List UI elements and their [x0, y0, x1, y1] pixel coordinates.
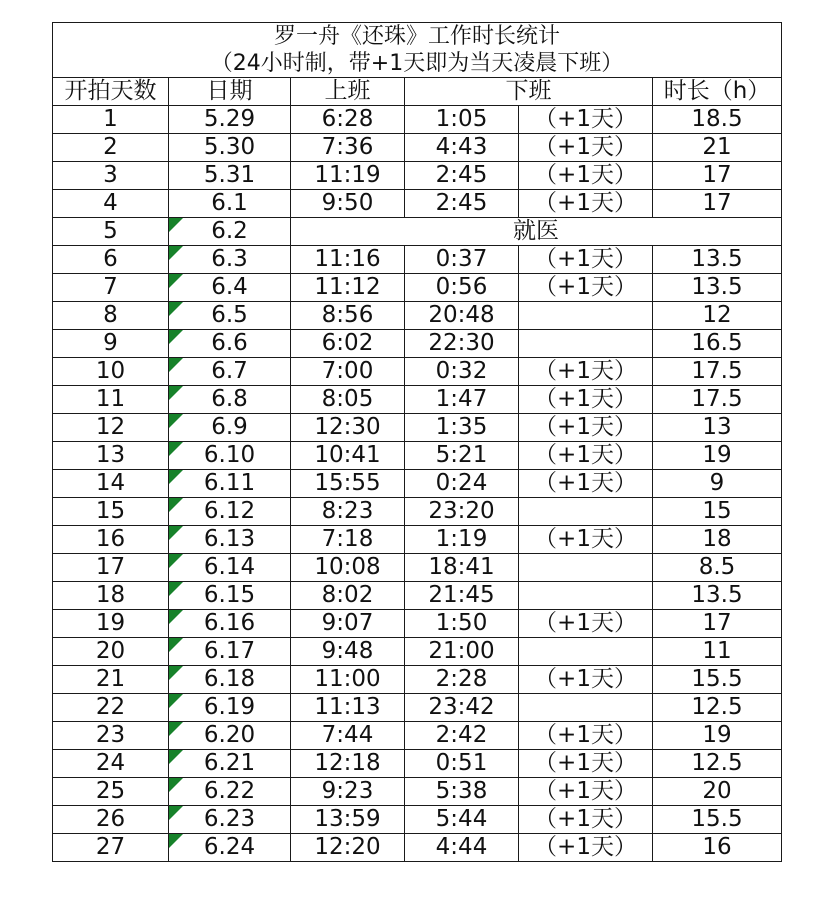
date-cell: 6.1 — [169, 190, 291, 218]
end-cell: 2:42 — [405, 722, 519, 750]
next-day-cell — [519, 638, 653, 666]
start-cell: 7:18 — [291, 526, 405, 554]
end-cell: 5:38 — [405, 778, 519, 806]
hours-cell: 12 — [653, 302, 782, 330]
hours-cell: 17 — [653, 162, 782, 190]
end-cell: 4:43 — [405, 134, 519, 162]
day-cell: 4 — [53, 190, 169, 218]
table-row — [53, 386, 782, 414]
header-date: 日期 — [169, 78, 291, 106]
date-cell: 6.10 — [169, 442, 291, 470]
date-cell: 5.31 — [169, 162, 291, 190]
start-cell: 11:19 — [291, 162, 405, 190]
start-cell: 12:20 — [291, 834, 405, 862]
date-cell: 6.18 — [169, 666, 291, 694]
date-cell: 6.22 — [169, 778, 291, 806]
date-cell: 6.11 — [169, 470, 291, 498]
date-cell: 6.21 — [169, 750, 291, 778]
day-cell: 22 — [53, 694, 169, 722]
day-cell: 17 — [53, 554, 169, 582]
day-cell: 10 — [53, 358, 169, 386]
table-subtitle: （24小时制，带+1天即为当天凌晨下班） — [210, 51, 624, 76]
start-cell: 10:08 — [291, 554, 405, 582]
date-cell: 6.17 — [169, 638, 291, 666]
day-cell: 21 — [53, 666, 169, 694]
day-cell: 16 — [53, 526, 169, 554]
comment-flag-icon — [169, 358, 183, 372]
date-cell: 6.8 — [169, 386, 291, 414]
end-cell: 5:21 — [405, 442, 519, 470]
end-cell: 2:45 — [405, 190, 519, 218]
next-day-cell: （+1天） — [519, 470, 653, 498]
date-cell: 6.5 — [169, 302, 291, 330]
comment-flag-icon — [169, 694, 183, 708]
table-row — [53, 554, 782, 582]
start-cell: 9:48 — [291, 638, 405, 666]
day-cell: 11 — [53, 386, 169, 414]
comment-flag-icon — [169, 442, 183, 456]
day-cell: 6 — [53, 246, 169, 274]
day-cell: 12 — [53, 414, 169, 442]
hours-cell: 18 — [653, 526, 782, 554]
next-day-cell: （+1天） — [519, 526, 653, 554]
comment-flag-icon — [169, 554, 183, 568]
next-day-cell: （+1天） — [519, 106, 653, 134]
header-start: 上班 — [291, 78, 405, 106]
start-cell: 10:41 — [291, 442, 405, 470]
comment-flag-icon — [169, 722, 183, 736]
hours-cell: 11 — [653, 638, 782, 666]
day-cell: 8 — [53, 302, 169, 330]
comment-flag-icon — [169, 274, 183, 288]
end-cell: 0:56 — [405, 274, 519, 302]
hours-cell: 19 — [653, 442, 782, 470]
end-cell: 21:00 — [405, 638, 519, 666]
date-cell: 6.19 — [169, 694, 291, 722]
date-cell: 6.16 — [169, 610, 291, 638]
end-cell: 1:35 — [405, 414, 519, 442]
next-day-cell: （+1天） — [519, 610, 653, 638]
start-cell: 8:23 — [291, 498, 405, 526]
table-row — [53, 274, 782, 302]
end-cell: 1:50 — [405, 610, 519, 638]
table-row — [53, 162, 782, 190]
hours-cell: 15.5 — [653, 806, 782, 834]
end-cell: 2:45 — [405, 162, 519, 190]
hours-cell: 8.5 — [653, 554, 782, 582]
day-cell: 13 — [53, 442, 169, 470]
header-day: 开拍天数 — [53, 78, 169, 106]
table-row — [53, 806, 782, 834]
end-cell: 23:20 — [405, 498, 519, 526]
table-row — [53, 246, 782, 274]
next-day-cell: （+1天） — [519, 162, 653, 190]
end-cell: 1:47 — [405, 386, 519, 414]
day-cell: 15 — [53, 498, 169, 526]
date-cell: 6.4 — [169, 274, 291, 302]
header-row — [53, 78, 782, 106]
table-row — [53, 498, 782, 526]
end-cell: 18:41 — [405, 554, 519, 582]
hours-cell: 17.5 — [653, 358, 782, 386]
next-day-cell: （+1天） — [519, 274, 653, 302]
table-row — [53, 582, 782, 610]
date-cell: 6.6 — [169, 330, 291, 358]
table-row — [53, 722, 782, 750]
table-row — [53, 442, 782, 470]
table-row — [53, 526, 782, 554]
next-day-cell: （+1天） — [519, 806, 653, 834]
next-day-cell: （+1天） — [519, 386, 653, 414]
comment-flag-icon — [169, 750, 183, 764]
day-cell: 14 — [53, 470, 169, 498]
hours-cell: 13 — [653, 414, 782, 442]
end-cell: 22:30 — [405, 330, 519, 358]
comment-flag-icon — [169, 330, 183, 344]
date-cell: 6.20 — [169, 722, 291, 750]
end-cell: 23:42 — [405, 694, 519, 722]
table-row — [53, 302, 782, 330]
table-row — [53, 750, 782, 778]
next-day-cell: （+1天） — [519, 134, 653, 162]
next-day-cell: （+1天） — [519, 666, 653, 694]
date-cell: 6.7 — [169, 358, 291, 386]
table-row — [53, 694, 782, 722]
next-day-cell: （+1天） — [519, 414, 653, 442]
start-cell: 11:00 — [291, 666, 405, 694]
date-cell: 6.14 — [169, 554, 291, 582]
hours-cell: 12.5 — [653, 750, 782, 778]
next-day-cell: （+1天） — [519, 246, 653, 274]
comment-flag-icon — [169, 498, 183, 512]
day-cell: 2 — [53, 134, 169, 162]
date-cell: 6.12 — [169, 498, 291, 526]
comment-flag-icon — [169, 302, 183, 316]
day-cell: 26 — [53, 806, 169, 834]
day-cell: 25 — [53, 778, 169, 806]
hours-cell: 16 — [653, 834, 782, 862]
comment-flag-icon — [169, 218, 183, 232]
start-cell: 11:16 — [291, 246, 405, 274]
date-cell: 5.30 — [169, 134, 291, 162]
end-cell: 4:44 — [405, 834, 519, 862]
comment-flag-icon — [169, 526, 183, 540]
hours-cell: 12.5 — [653, 694, 782, 722]
start-cell: 7:00 — [291, 358, 405, 386]
next-day-cell: （+1天） — [519, 358, 653, 386]
hours-cell: 15.5 — [653, 666, 782, 694]
end-cell: 0:32 — [405, 358, 519, 386]
date-cell: 6.2 — [169, 218, 291, 246]
date-cell: 6.15 — [169, 582, 291, 610]
day-cell: 18 — [53, 582, 169, 610]
day-cell: 5 — [53, 218, 169, 246]
day-cell: 27 — [53, 834, 169, 862]
next-day-cell — [519, 694, 653, 722]
table-row — [53, 610, 782, 638]
end-cell: 1:19 — [405, 526, 519, 554]
hours-cell: 18.5 — [653, 106, 782, 134]
day-cell: 7 — [53, 274, 169, 302]
start-cell: 9:07 — [291, 610, 405, 638]
date-cell: 6.13 — [169, 526, 291, 554]
comment-flag-icon — [169, 246, 183, 260]
next-day-cell — [519, 302, 653, 330]
next-day-cell — [519, 554, 653, 582]
date-cell: 6.9 — [169, 414, 291, 442]
table-row — [53, 414, 782, 442]
table-body — [53, 23, 782, 862]
end-cell: 1:05 — [405, 106, 519, 134]
table-row — [53, 666, 782, 694]
end-cell: 20:48 — [405, 302, 519, 330]
next-day-cell: （+1天） — [519, 722, 653, 750]
start-cell: 8:56 — [291, 302, 405, 330]
table-row — [53, 638, 782, 666]
date-cell: 6.24 — [169, 834, 291, 862]
table-row — [53, 106, 782, 134]
start-cell: 8:05 — [291, 386, 405, 414]
end-cell: 0:37 — [405, 246, 519, 274]
header-end: 下班 — [405, 78, 653, 106]
comment-flag-icon — [169, 806, 183, 820]
day-cell: 3 — [53, 162, 169, 190]
comment-flag-icon — [169, 834, 183, 848]
start-cell: 13:59 — [291, 806, 405, 834]
table-row — [53, 470, 782, 498]
next-day-cell: （+1天） — [519, 778, 653, 806]
start-cell: 9:23 — [291, 778, 405, 806]
day-cell: 23 — [53, 722, 169, 750]
start-cell: 9:50 — [291, 190, 405, 218]
day-cell: 9 — [53, 330, 169, 358]
comment-flag-icon — [169, 386, 183, 400]
day-cell: 24 — [53, 750, 169, 778]
date-cell: 6.3 — [169, 246, 291, 274]
header-hours: 时长（h） — [653, 78, 782, 106]
comment-flag-icon — [169, 666, 183, 680]
start-cell: 12:30 — [291, 414, 405, 442]
table-row — [53, 778, 782, 806]
comment-flag-icon — [169, 470, 183, 484]
day-cell: 19 — [53, 610, 169, 638]
next-day-cell: （+1天） — [519, 750, 653, 778]
table-row — [53, 358, 782, 386]
hours-cell: 17.5 — [653, 386, 782, 414]
start-cell: 8:02 — [291, 582, 405, 610]
start-cell: 12:18 — [291, 750, 405, 778]
hours-cell: 13.5 — [653, 274, 782, 302]
end-cell: 2:28 — [405, 666, 519, 694]
table-title: 罗一舟《还珠》工作时长统计 — [273, 24, 560, 49]
hours-cell: 21 — [653, 134, 782, 162]
start-cell: 7:44 — [291, 722, 405, 750]
hours-cell: 20 — [653, 778, 782, 806]
hours-cell: 16.5 — [653, 330, 782, 358]
end-cell: 0:51 — [405, 750, 519, 778]
comment-flag-icon — [169, 610, 183, 624]
day-cell: 20 — [53, 638, 169, 666]
table-row — [53, 330, 782, 358]
date-cell: 5.29 — [169, 106, 291, 134]
hours-cell: 17 — [653, 190, 782, 218]
next-day-cell — [519, 498, 653, 526]
title-row — [53, 23, 782, 78]
day-cell: 1 — [53, 106, 169, 134]
table-row — [53, 218, 782, 246]
comment-flag-icon — [169, 414, 183, 428]
start-cell: 11:13 — [291, 694, 405, 722]
next-day-cell: （+1天） — [519, 442, 653, 470]
comment-flag-icon — [169, 582, 183, 596]
next-day-cell: （+1天） — [519, 190, 653, 218]
comment-flag-icon — [169, 638, 183, 652]
end-cell: 5:44 — [405, 806, 519, 834]
note-cell: 就医 — [291, 218, 782, 246]
comment-flag-icon — [169, 778, 183, 792]
date-cell: 6.23 — [169, 806, 291, 834]
next-day-cell — [519, 330, 653, 358]
start-cell: 15:55 — [291, 470, 405, 498]
work-hours-table — [52, 22, 782, 862]
hours-cell: 13.5 — [653, 246, 782, 274]
next-day-cell: （+1天） — [519, 834, 653, 862]
next-day-cell — [519, 582, 653, 610]
start-cell: 7:36 — [291, 134, 405, 162]
start-cell: 6:02 — [291, 330, 405, 358]
start-cell: 11:12 — [291, 274, 405, 302]
table-row — [53, 134, 782, 162]
table-row — [53, 834, 782, 862]
end-cell: 0:24 — [405, 470, 519, 498]
table-row — [53, 190, 782, 218]
hours-cell: 19 — [653, 722, 782, 750]
end-cell: 21:45 — [405, 582, 519, 610]
hours-cell: 17 — [653, 610, 782, 638]
title-cell — [53, 23, 782, 78]
hours-cell: 9 — [653, 470, 782, 498]
start-cell: 6:28 — [291, 106, 405, 134]
hours-cell: 15 — [653, 498, 782, 526]
hours-cell: 13.5 — [653, 582, 782, 610]
